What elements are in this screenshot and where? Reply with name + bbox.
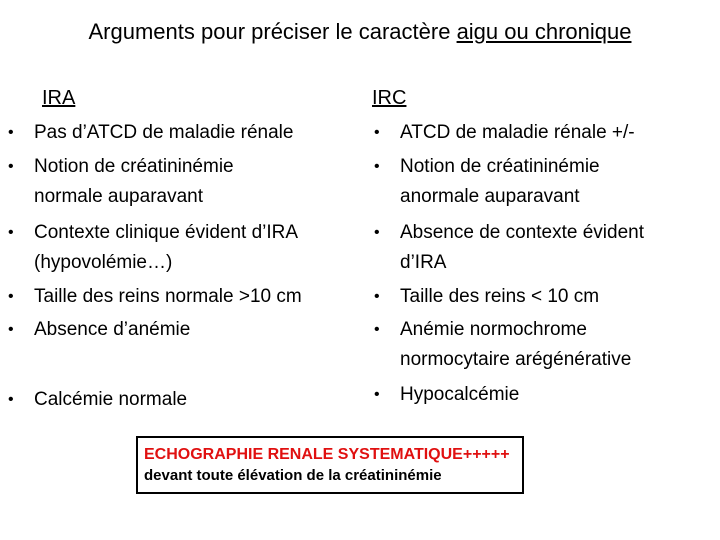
bullet-icon: • [8, 391, 14, 408]
ira-item-text: Contexte clinique évident d’IRA [34, 222, 299, 243]
irc-item-text: Taille des reins < 10 cm [400, 286, 600, 307]
irc-item-text: Notion de créatininémie [400, 156, 600, 177]
slide-title-prefix: Arguments pour préciser le caractère [88, 19, 457, 44]
ira-item-text: Taille des reins normale >10 cm [34, 286, 302, 307]
ira-item-text: Notion de créatininémie [34, 156, 234, 177]
bullet-icon: • [374, 158, 380, 175]
echography-callout-box [136, 436, 524, 494]
bullet-icon: • [8, 158, 14, 175]
slide-title [0, 14, 720, 50]
irc-item-text: ATCD de maladie rénale +/- [400, 122, 635, 143]
irc-heading-text: IRC [372, 87, 407, 109]
callout-headline: ECHOGRAPHIE RENALE SYSTEMATIQUE+++++ [144, 446, 510, 463]
ira-item-text: Calcémie normale [34, 389, 188, 410]
ira-item-text-continued: normale auparavant [34, 186, 203, 207]
bullet-icon: • [8, 288, 14, 305]
irc-item-text-continued: d’IRA [400, 252, 447, 273]
irc-item-text: Absence de contexte évident [400, 222, 645, 243]
bullet-icon: • [374, 288, 380, 305]
bullet-icon: • [8, 321, 14, 338]
bullet-icon: • [374, 321, 380, 338]
irc-item-text-continued: anormale auparavant [400, 186, 580, 207]
bullet-icon: • [374, 386, 380, 403]
bullet-icon: • [8, 224, 14, 241]
ira-column-heading [42, 84, 75, 112]
bullet-icon: • [374, 224, 380, 241]
irc-item-text: Hypocalcémie [400, 384, 520, 405]
ira-item-text: Pas d’ATCD de maladie rénale [34, 122, 294, 143]
bullet-icon: • [374, 124, 380, 141]
ira-item-text: Absence d’anémie [34, 319, 191, 340]
bullet-icon: • [8, 124, 14, 141]
irc-item-text: Anémie normochrome [400, 319, 587, 340]
ira-item-text-continued: (hypovolémie…) [34, 252, 173, 273]
irc-column-heading [372, 84, 406, 112]
callout-subtext: devant toute élévation de la créatininémie [144, 467, 442, 484]
slide-title-underlined: aigu ou chronique [456, 19, 632, 44]
ira-heading-text: IRA [42, 87, 76, 109]
irc-item-text-continued: normocytaire arégénérative [400, 349, 632, 370]
